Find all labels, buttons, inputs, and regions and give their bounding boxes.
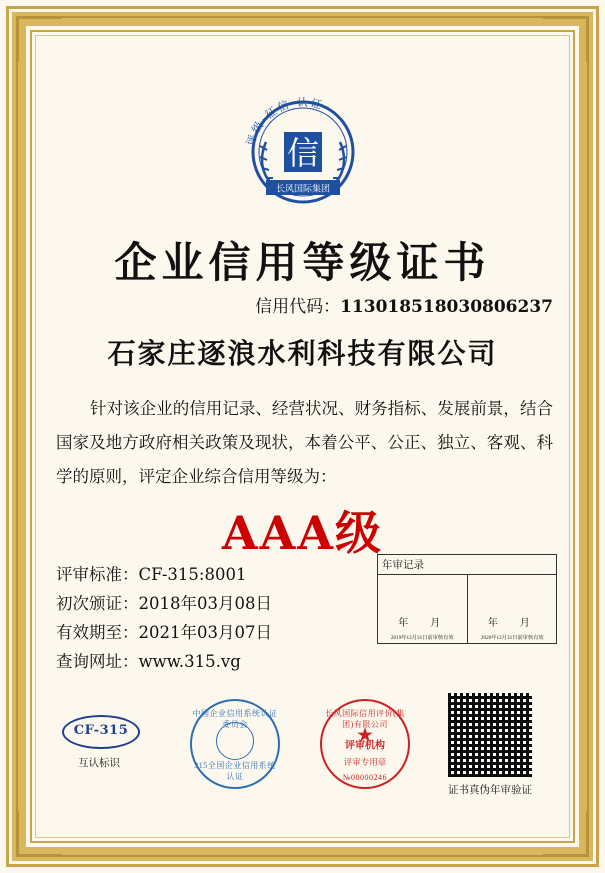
mutual-recognition-mark	[62, 715, 136, 770]
info-valid-until: 有效期至：2021年03月07日	[56, 623, 272, 642]
body-paragraph-text: 针对该企业的信用记录、经营状况、财务指标、发展前景，结合国家及地方政府相关政策及现状，本着公平、公正、独立、客观、科学的原则，评定企业综合信用等级为：	[56, 399, 553, 486]
svg-text:评级·征信·认证: 评级·征信·认证	[243, 95, 325, 148]
info-standard: 评审标准：CF-315:8001	[56, 565, 247, 584]
qr-code-icon[interactable]	[448, 693, 532, 777]
cf315-seal-caption: 互认标识	[78, 758, 120, 769]
qr-code-caption: 证书真伪年审验证	[448, 785, 532, 796]
annual-review-box	[377, 554, 557, 644]
emblem-container	[42, 90, 563, 214]
annual-review-cell-2-yearmonth: 年 月	[487, 618, 536, 629]
annual-review-cell-1[interactable]	[378, 575, 467, 643]
blue-seal-top-text: 中国企业信用系统认证委员会	[192, 709, 278, 729]
annual-review-cell-2-footnote: 2020年12月31日前审核有效	[480, 635, 544, 641]
annual-review-cell-1-yearmonth: 年 月	[398, 618, 447, 629]
verification-qr-container	[435, 693, 545, 797]
cf315-seal-icon: CF-315	[62, 715, 140, 749]
blue-seal-bottom-text: 315全国企业信用系统认证	[194, 761, 276, 781]
star-icon: ★	[356, 724, 374, 747]
annual-review-cell-1-footnote: 2019年12月31日前审核有效	[390, 635, 454, 641]
svg-text:信: 信	[286, 134, 319, 172]
seals-row	[42, 693, 563, 813]
globe-icon	[216, 722, 254, 760]
annual-review-cells	[378, 575, 556, 643]
organization-emblem-icon	[236, 90, 370, 214]
red-seal-code: №00000246	[342, 773, 388, 782]
annual-review-cell-2[interactable]	[467, 575, 557, 643]
red-seal-sub-text: 评审专用章	[343, 757, 387, 768]
red-seal-top-text: 长风国际信用评价(集团)有限公司	[325, 709, 405, 729]
red-review-seal-icon	[320, 699, 410, 789]
company-name: 石家庄逐浪水利科技有限公司	[107, 337, 498, 370]
credit-code-value: 113018518030806237	[340, 297, 553, 317]
certificate-content	[42, 42, 563, 831]
credit-code-row	[42, 292, 563, 317]
body-paragraph	[56, 392, 553, 494]
certificate-info-list	[56, 560, 272, 676]
info-issue-date: 初次颁证：2018年03月08日	[56, 594, 272, 613]
credit-code-label: 信用代码：	[255, 297, 341, 317]
red-seal-center-text: 评审机构	[345, 740, 385, 752]
blue-certification-seal-icon	[190, 699, 280, 789]
annual-review-title: 年审记录	[378, 555, 556, 575]
credit-grade: AAA级	[221, 506, 384, 560]
page-title: 企业信用等级证书	[114, 238, 491, 287]
info-query-url: 查询网址：www.315.vg	[56, 652, 241, 671]
svg-text:长风国际集团: 长风国际集团	[275, 184, 330, 195]
